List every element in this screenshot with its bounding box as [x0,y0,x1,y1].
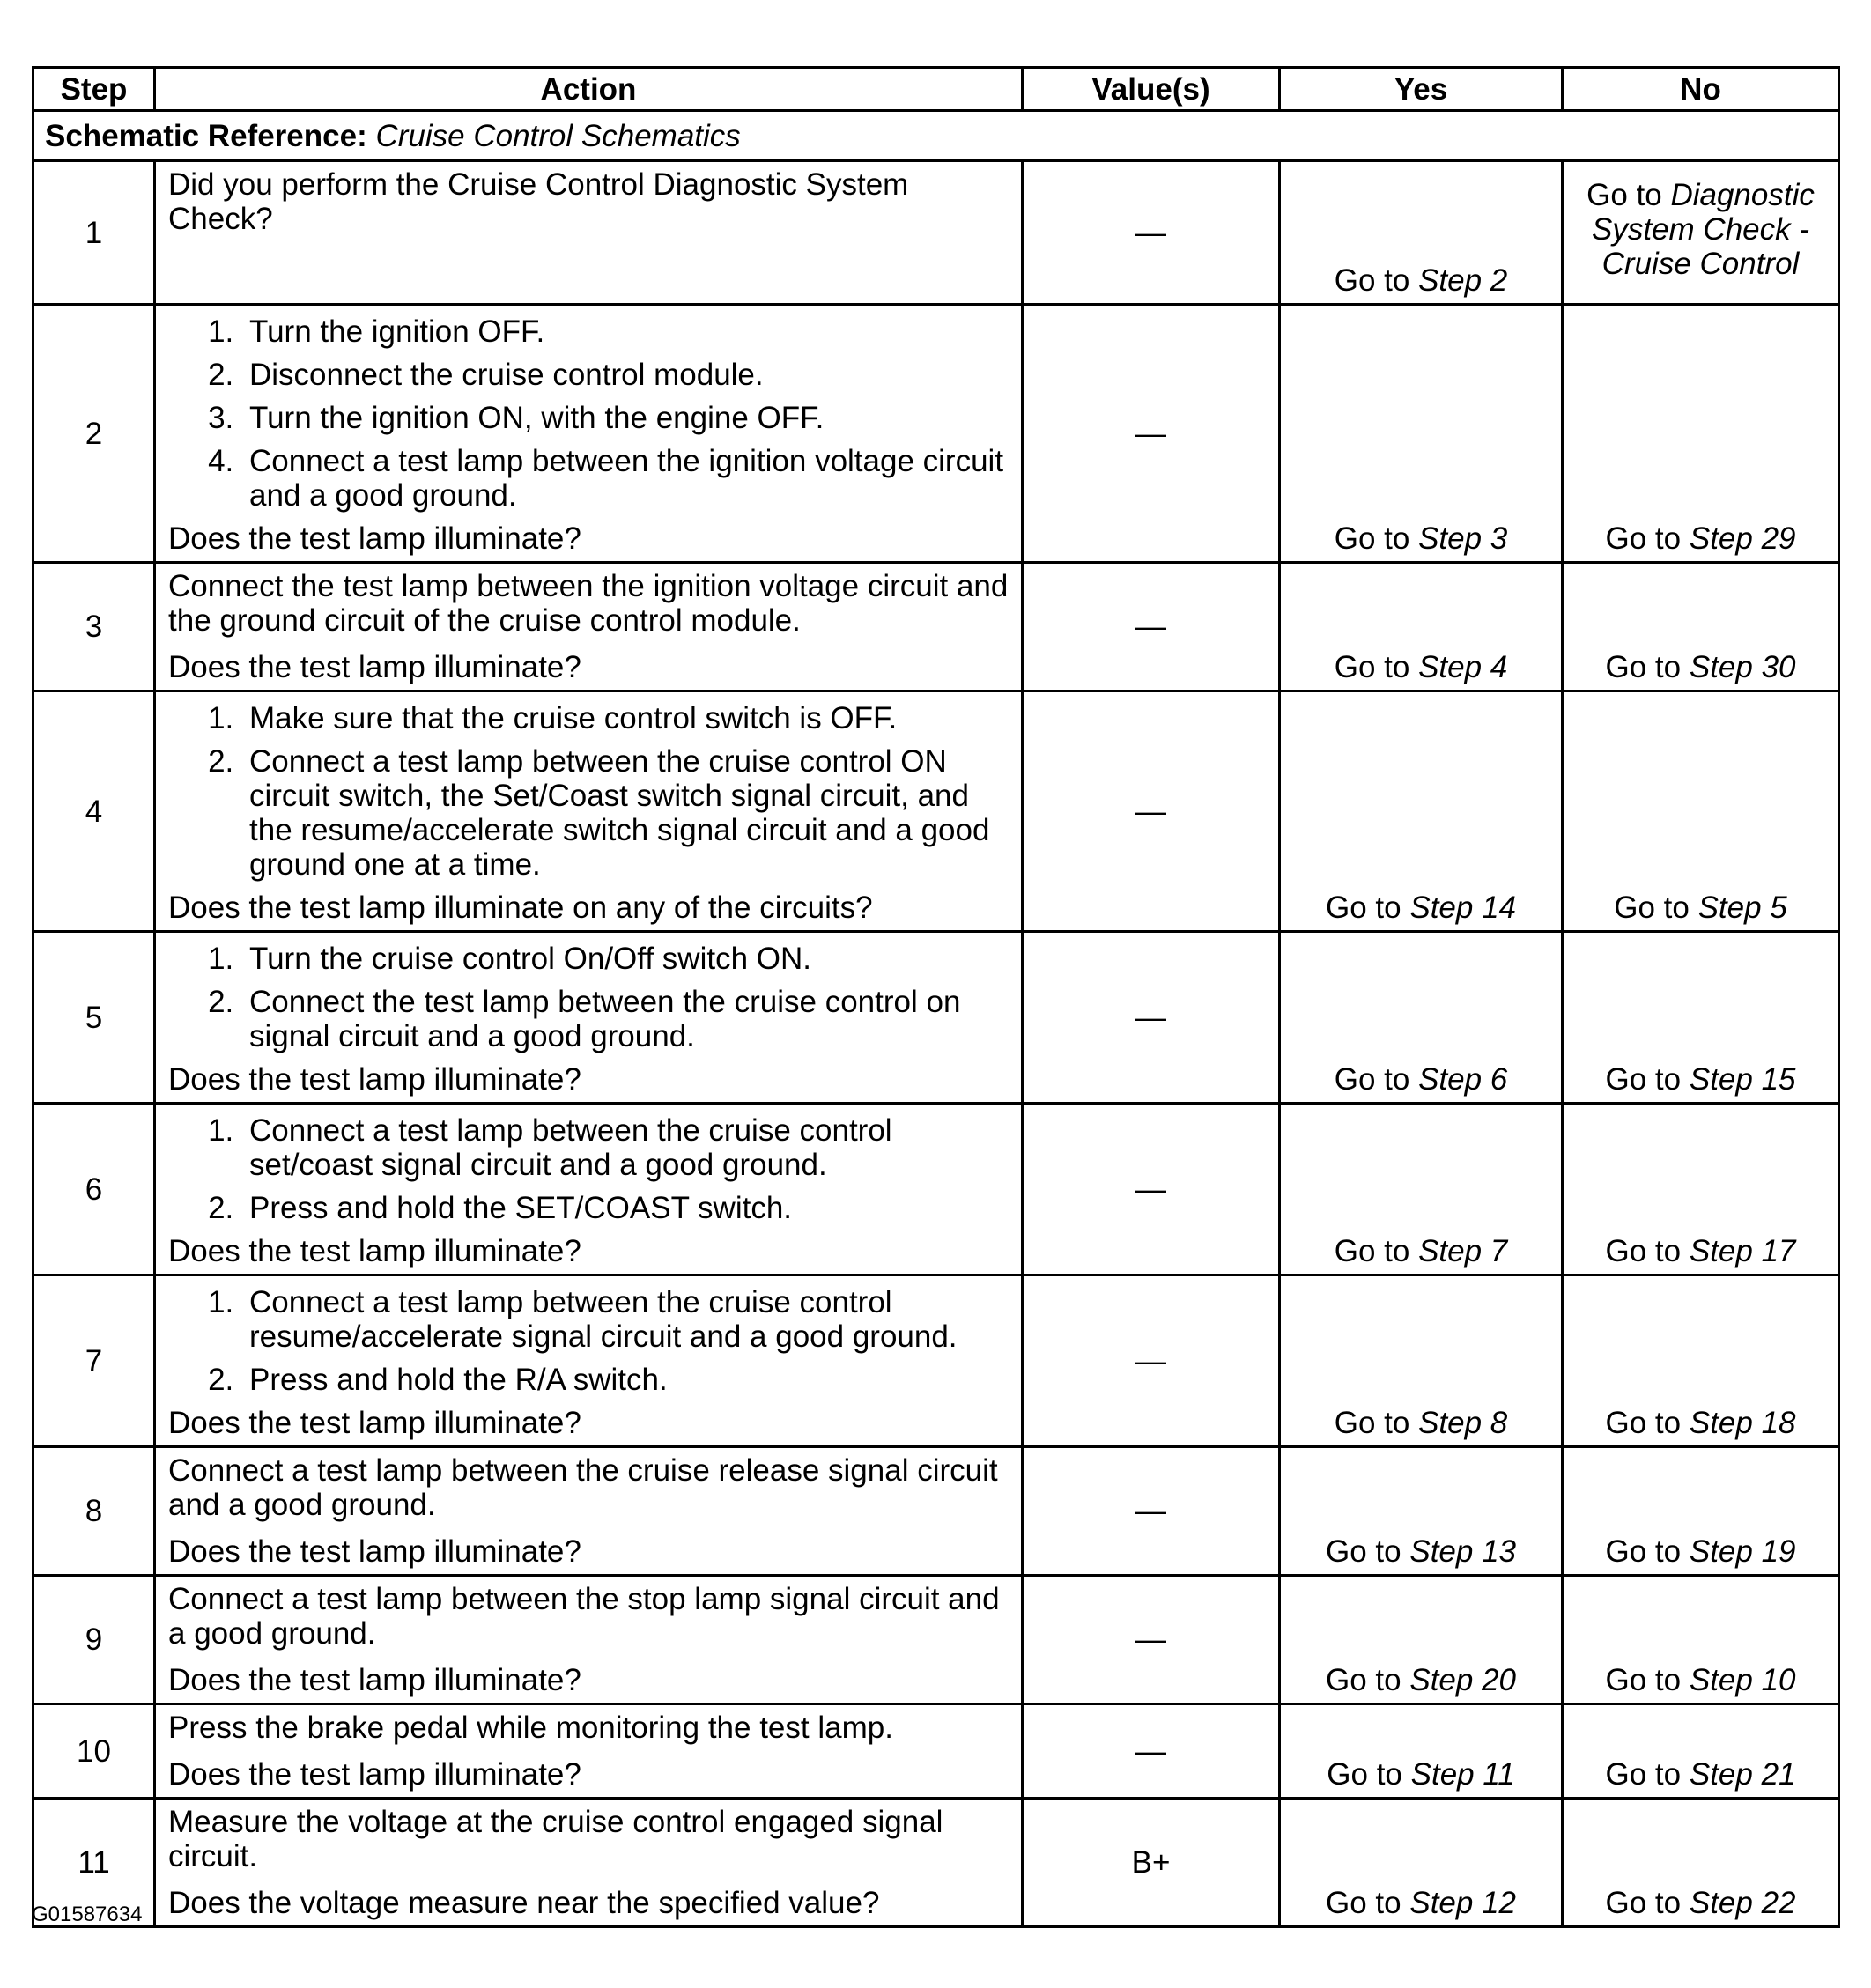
header-yes: Yes [1280,68,1563,111]
value-cell: B+ [1023,1799,1280,1927]
schematic-reference-value: Cruise Control Schematics [375,118,741,153]
yes-target: Step 11 [1410,1757,1515,1792]
action-question: Does the test lamp illuminate? [168,1757,581,1792]
yes-target: Step 13 [1409,1534,1516,1569]
go-to-prefix: Go to [1605,1406,1682,1440]
no-target: Step 17 [1689,1234,1796,1268]
go-to-prefix: Go to [1326,1663,1401,1697]
step-number: 1 [33,161,155,305]
action-question: Does the test lamp illuminate? [168,1234,581,1268]
action-question: Does the test lamp illuminate? [168,1663,581,1697]
go-to-prefix: Go to [1326,1886,1401,1920]
step-number: 10 [33,1704,155,1799]
go-to-prefix: Go to [1334,521,1410,556]
action-steps-list [168,314,1012,513]
yes-target: Step 12 [1409,1886,1516,1920]
action-text: Connect the test lamp between the ignition voltage circuit and the ground circuit of the cruise control module. [168,569,1009,638]
step-number: 7 [33,1275,155,1447]
action-cell [155,1275,1023,1447]
table-row [33,305,1839,563]
go-to-prefix: Go to [1605,1534,1682,1569]
action-text: Connect a test lamp between the stop lamp signal circuit and a good ground. [168,1582,1000,1651]
table-row [33,161,1839,305]
yes-target: Step 7 [1418,1234,1508,1268]
figure-id: G01587634 [32,1903,143,1926]
yes-cell [1280,1576,1563,1704]
go-to-prefix: Go to [1586,178,1662,212]
action-question: Does the test lamp illuminate? [168,650,581,684]
no-cell [1563,1275,1839,1447]
no-target: Step 30 [1689,650,1796,684]
action-step-item: 1. Turn the cruise control On/Off switch ON. [242,942,1012,976]
action-question: Does the voltage measure near the specified value? [168,1886,880,1920]
action-cell [155,305,1023,563]
action-steps-list [168,942,1012,1053]
yes-cell [1280,1104,1563,1275]
schematic-reference-label: Schematic Reference: [45,118,367,153]
go-to-prefix: Go to [1614,891,1690,925]
no-target: Step 19 [1689,1534,1796,1569]
no-cell [1563,691,1839,932]
go-to-prefix: Go to [1605,1757,1682,1792]
go-to-prefix: Go to [1334,650,1410,684]
action-cell [155,1447,1023,1576]
action-step-item: 4. Connect a test lamp between the ignition voltage circuit and a good ground. [242,444,1012,513]
value-cell: — [1023,1576,1280,1704]
action-step-item: 1. Connect a test lamp between the cruise control resume/accelerate signal circuit and a good ground. [242,1285,1012,1354]
action-cell [155,1704,1023,1799]
no-target: Step 5 [1697,891,1787,925]
yes-cell [1280,1704,1563,1799]
step-number: 2 [33,305,155,563]
yes-target: Step 2 [1418,263,1508,298]
no-target: Step 29 [1689,521,1796,556]
value-cell: — [1023,1704,1280,1799]
yes-cell [1280,1275,1563,1447]
action-step-item: 2. Connect a test lamp between the cruise control ON circuit switch, the Set/Coast switch signal circuit, and the resume/accelerate switch signal circuit and a good ground one at a time. [242,744,1012,882]
action-cell [155,932,1023,1104]
table-row [33,1799,1839,1927]
yes-cell [1280,1799,1563,1927]
action-cell [155,563,1023,691]
step-number: 4 [33,691,155,932]
no-cell [1563,1447,1839,1576]
step-number: 8 [33,1447,155,1576]
diagnostic-table [32,66,1840,1928]
action-cell [155,691,1023,932]
value-cell: — [1023,161,1280,305]
value-cell: — [1023,1447,1280,1576]
yes-cell [1280,305,1563,563]
action-step-item: 1. Make sure that the cruise control switch is OFF. [242,701,1012,735]
no-target: Step 18 [1689,1406,1796,1440]
action-question: Does the test lamp illuminate? [168,1534,581,1569]
no-cell [1563,1576,1839,1704]
action-step-item: 3. Turn the ignition ON, with the engine OFF. [242,401,1012,435]
action-cell [155,161,1023,305]
go-to-prefix: Go to [1334,263,1410,298]
go-to-prefix: Go to [1605,1234,1682,1268]
value-cell: — [1023,563,1280,691]
go-to-prefix: Go to [1326,891,1401,925]
action-text: Did you perform the Cruise Control Diagnostic System Check? [168,167,909,236]
step-number: 5 [33,932,155,1104]
no-cell [1563,161,1839,305]
table-row [33,1104,1839,1275]
yes-target: Step 14 [1409,891,1516,925]
yes-target: Step 4 [1418,650,1508,684]
action-question: Does the test lamp illuminate? [168,1062,581,1097]
no-cell [1563,932,1839,1104]
yes-cell [1280,691,1563,932]
header-values: Value(s) [1023,68,1280,111]
action-text: Press the brake pedal while monitoring the test lamp. [168,1711,893,1745]
go-to-prefix: Go to [1605,1062,1682,1097]
no-cell [1563,1799,1839,1927]
go-to-prefix: Go to [1334,1234,1410,1268]
action-question: Does the test lamp illuminate on any of the circuits? [168,891,873,925]
action-cell [155,1799,1023,1927]
yes-cell [1280,1447,1563,1576]
value-cell: — [1023,1104,1280,1275]
no-cell [1563,1704,1839,1799]
value-cell: — [1023,932,1280,1104]
yes-cell [1280,161,1563,305]
go-to-prefix: Go to [1605,650,1682,684]
action-cell [155,1104,1023,1275]
go-to-prefix: Go to [1605,521,1682,556]
step-number: 3 [33,563,155,691]
step-number: 11 [33,1799,155,1927]
action-step-item: 2. Disconnect the cruise control module. [242,358,1012,392]
action-step-item: 1. Connect a test lamp between the cruise control set/coast signal circuit and a good ground. [242,1113,1012,1182]
go-to-prefix: Go to [1605,1886,1682,1920]
header-step: Step [33,68,155,111]
value-cell: — [1023,305,1280,563]
action-question: Does the test lamp illuminate? [168,521,581,556]
header-no: No [1563,68,1839,111]
action-step-item: 1. Turn the ignition OFF. [242,314,1012,349]
go-to-prefix: Go to [1334,1406,1410,1440]
value-cell: — [1023,1275,1280,1447]
step-number: 9 [33,1576,155,1704]
header-row [33,68,1839,111]
schematic-reference-row [33,111,1839,161]
table-row [33,1275,1839,1447]
table-row [33,691,1839,932]
no-target: Step 22 [1689,1886,1796,1920]
go-to-prefix: Go to [1605,1663,1682,1697]
header-action: Action [155,68,1023,111]
action-cell [155,1576,1023,1704]
table-row [33,1447,1839,1576]
yes-target: Step 6 [1418,1062,1508,1097]
table-row [33,1576,1839,1704]
yes-target: Step 3 [1418,521,1508,556]
action-step-item: 2. Press and hold the SET/COAST switch. [242,1191,1012,1225]
action-text: Connect a test lamp between the cruise release signal circuit and a good ground. [168,1453,998,1522]
no-target: Step 10 [1689,1663,1796,1697]
value-cell: — [1023,691,1280,932]
no-target: Step 15 [1689,1062,1796,1097]
go-to-prefix: Go to [1326,1534,1401,1569]
step-number: 6 [33,1104,155,1275]
yes-cell [1280,563,1563,691]
action-step-item: 2. Connect the test lamp between the cruise control on signal circuit and a good ground. [242,985,1012,1053]
table-row [33,932,1839,1104]
action-steps-list [168,1113,1012,1225]
no-cell [1563,305,1839,563]
action-question: Does the test lamp illuminate? [168,1406,581,1440]
action-step-item: 2. Press and hold the R/A switch. [242,1363,1012,1397]
table-row [33,1704,1839,1799]
yes-target: Step 20 [1409,1663,1516,1697]
yes-target: Step 8 [1418,1406,1508,1440]
table-row [33,563,1839,691]
go-to-prefix: Go to [1334,1062,1410,1097]
go-to-prefix: Go to [1327,1757,1402,1792]
no-cell [1563,563,1839,691]
action-text: Measure the voltage at the cruise control engaged signal circuit. [168,1805,943,1873]
no-target: Step 21 [1689,1757,1796,1792]
no-cell [1563,1104,1839,1275]
no-target: Diagnostic System Check - Cruise Control [1592,178,1815,281]
action-steps-list [168,1285,1012,1397]
yes-cell [1280,932,1563,1104]
action-steps-list [168,701,1012,882]
